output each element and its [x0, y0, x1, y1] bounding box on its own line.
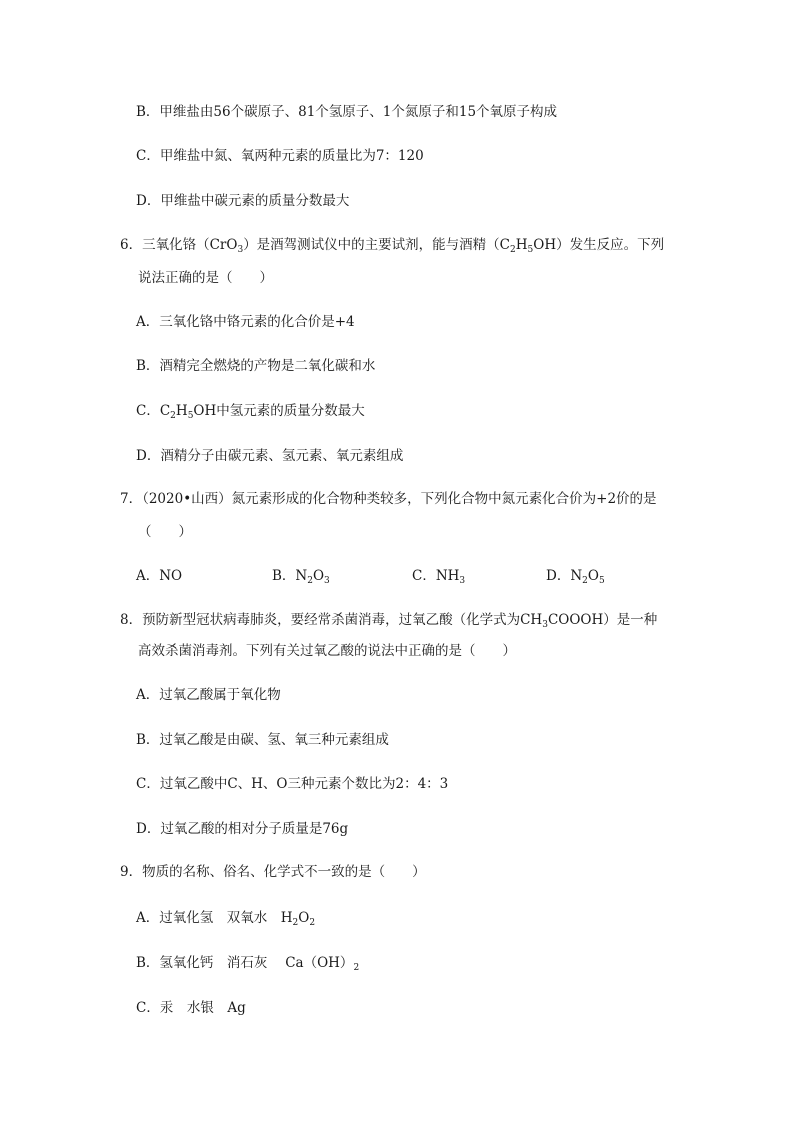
question-9-stem: 9．物质的名称、俗名、化学式不一致的是（ ）	[120, 864, 426, 880]
option-8c: C．过氧乙酸中C、H、O三种元素个数比为2：4：3	[136, 776, 449, 792]
question-6-stem-line2: 说法正确的是（ ）	[138, 270, 273, 286]
option-7a: A．NO	[136, 568, 183, 584]
option-5c: C．甲维盐中氮、氧两种元素的质量比为7：120	[136, 148, 424, 164]
option-6c: C．$C_2H_5OH$中氢元素的质量分数最大	[136, 403, 365, 421]
option-8d: D．过氧乙酸的相对分子质量是76g	[136, 821, 349, 837]
option-9c: C．汞 水银 Ag	[136, 1000, 246, 1016]
option-5d: D．甲维盐中碳元素的质量分数最大	[136, 193, 350, 209]
option-8a: A．过氧乙酸属于氧化物	[136, 687, 281, 703]
option-6a: A．三氧化铬中铬元素的化合价是+4	[136, 314, 355, 330]
option-6b: B．酒精完全燃烧的产物是二氧化碳和水	[136, 358, 376, 374]
option-8b: B．过氧乙酸是由碳、氢、氧三种元素组成	[136, 732, 389, 748]
option-7d: D．$N_2O_5$	[546, 568, 605, 586]
question-7-stem-line2: （ ）	[138, 524, 192, 540]
question-8-stem: 8．预防新型冠状病毒肺炎，要经常杀菌消毒，过氧乙酸（化学式为$CH_3COOOH$）是一种	[120, 612, 658, 630]
question-6-stem: 6．三氧化铬（CrO$_3$）是酒驾测试仪中的主要试剂，能与酒精$(C_2H_5OH)$发生反应。下列	[120, 237, 665, 255]
option-9a: A．过氧化氢 双氧水 $H_2O_2$	[136, 910, 316, 928]
option-9b: B．氢氧化钙 消石灰 $Ca(OH)_2$	[136, 955, 360, 973]
option-7b: B．$N_2O_3$	[272, 568, 330, 586]
option-5b: B．甲维盐由56个碳原子、81个氢原子、1个氮原子和15个氧原子构成	[136, 104, 558, 120]
option-7c: C．$NH_3$	[412, 568, 466, 586]
question-7-stem: 7．（2020•山西）氮元素形成的化合物种类较多，下列化合物中氮元素化合价为+2价的是	[120, 491, 657, 507]
question-8-stem-line2: 高效杀菌消毒剂。下列有关过氧乙酸的说法中正确的是（ ）	[138, 643, 516, 659]
option-6d: D．酒精分子由碳元素、氢元素、氧元素组成	[136, 448, 404, 464]
